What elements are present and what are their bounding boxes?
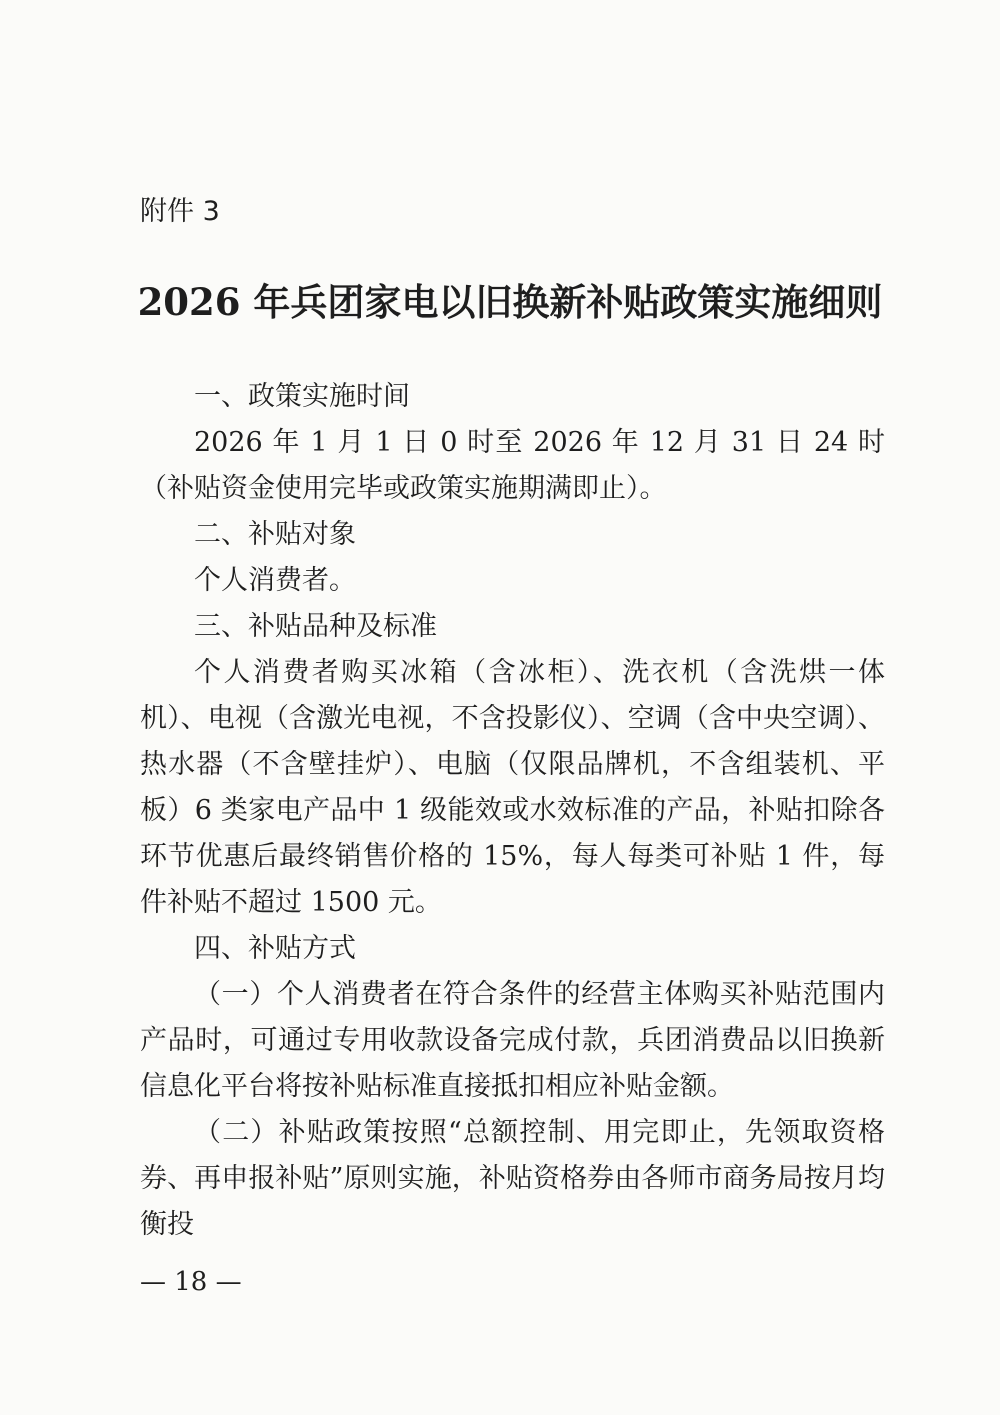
section-paragraph: 个人消费者。 bbox=[194, 565, 356, 596]
section-subsidy-target bbox=[140, 512, 885, 604]
section-paragraph: （一）个人消费者在符合条件的经营主体购买补贴范围内产品时，可通过专用收款设备完成付款，兵团消费品以旧换新信息化平台将按补贴标准直接抵扣相应补贴金额。 bbox=[140, 979, 885, 1102]
document-title: 2026 年兵团家电以旧换新补贴政策实施细则 bbox=[137, 280, 883, 324]
section-heading: 一、政策实施时间 bbox=[194, 381, 410, 412]
section-heading: 四、补贴方式 bbox=[194, 933, 356, 964]
section-implementation-time bbox=[140, 374, 885, 512]
section-heading: 二、补贴对象 bbox=[194, 519, 356, 550]
section-heading: 三、补贴品种及标准 bbox=[194, 611, 437, 642]
section-subsidy-categories bbox=[140, 604, 885, 926]
section-subsidy-method bbox=[140, 926, 885, 1248]
document-body bbox=[140, 374, 885, 1248]
attachment-label: 附件 3 bbox=[140, 196, 220, 227]
section-paragraph: （二）补贴政策按照“总额控制、用完即止，先领取资格券、再申报补贴”原则实施，补贴资格券由各师市商务局按月均衡投 bbox=[140, 1117, 885, 1240]
page-number: — 18 — bbox=[140, 1267, 242, 1297]
section-paragraph: 个人消费者购买冰箱（含冰柜）、洗衣机（含洗烘一体机）、电视（含激光电视，不含投影仪）、空调（含中央空调）、热水器（不含壁挂炉）、电脑（仅限品牌机，不含组装机、平板）6 类家电产品中 1 级能效或水效标准的产品，补贴扣除各环节优惠后最终销售价格的 15%，每人每类可补贴 1 件，每件补贴不超过 1500 元。 bbox=[140, 657, 885, 918]
section-paragraph: 2026 年 1 月 1 日 0 时至 2026 年 12 月 31 日 24 时（补贴资金使用完毕或政策实施期满即止）。 bbox=[140, 427, 885, 504]
